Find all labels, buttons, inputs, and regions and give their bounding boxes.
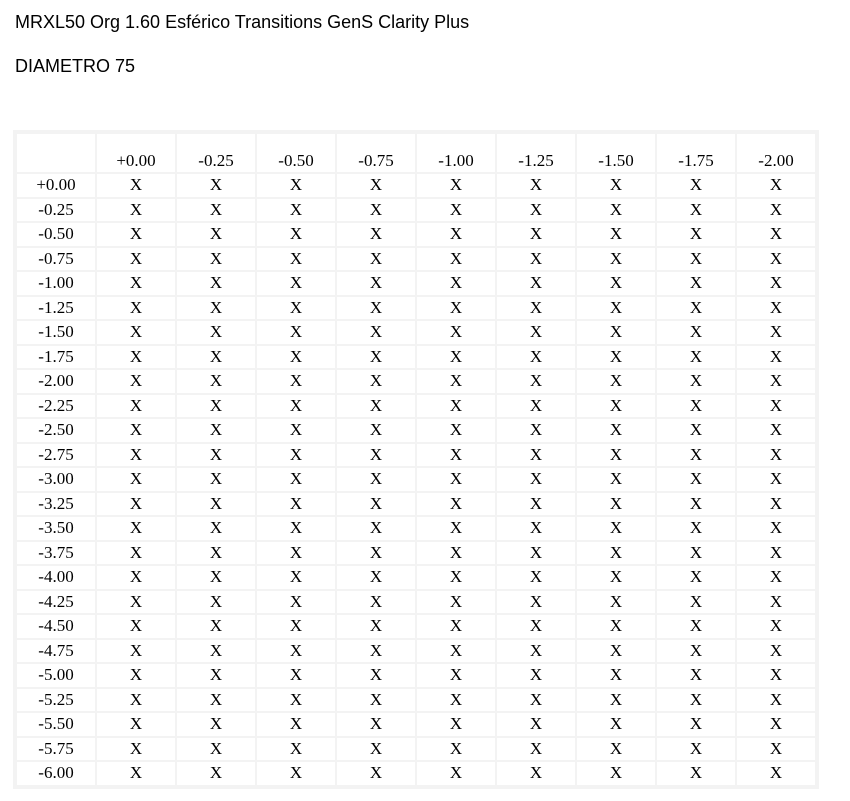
availability-cell: X: [417, 738, 495, 761]
column-header: -0.50: [257, 134, 335, 172]
availability-cell: X: [177, 591, 255, 614]
availability-cell: X: [337, 272, 415, 295]
availability-cell: X: [497, 370, 575, 393]
availability-cell: X: [177, 493, 255, 516]
availability-cell: X: [417, 419, 495, 442]
availability-cell: X: [97, 493, 175, 516]
availability-cell: X: [97, 664, 175, 687]
availability-cell: X: [257, 248, 335, 271]
availability-cell: X: [737, 517, 815, 540]
availability-cell: X: [257, 346, 335, 369]
availability-cell: X: [257, 321, 335, 344]
availability-cell: X: [497, 199, 575, 222]
availability-cell: X: [497, 640, 575, 663]
availability-cell: X: [177, 370, 255, 393]
availability-cell: X: [497, 566, 575, 589]
availability-cell: X: [337, 468, 415, 491]
availability-cell: X: [257, 174, 335, 197]
availability-cell: X: [177, 615, 255, 638]
availability-cell: X: [97, 174, 175, 197]
table-row: [17, 272, 815, 295]
availability-cell: X: [497, 738, 575, 761]
availability-cell: X: [97, 395, 175, 418]
availability-cell: X: [177, 199, 255, 222]
availability-cell: X: [497, 444, 575, 467]
availability-cell: X: [657, 713, 735, 736]
availability-cell: X: [337, 444, 415, 467]
availability-cell: X: [657, 591, 735, 614]
availability-cell: X: [257, 762, 335, 785]
availability-cell: X: [417, 297, 495, 320]
availability-cell: X: [177, 297, 255, 320]
availability-cell: X: [417, 689, 495, 712]
table-row: [17, 248, 815, 271]
availability-cell: X: [257, 468, 335, 491]
table-row: [17, 566, 815, 589]
availability-cell: X: [417, 542, 495, 565]
availability-cell: X: [177, 395, 255, 418]
availability-cell: X: [657, 248, 735, 271]
availability-cell: X: [737, 542, 815, 565]
availability-cell: X: [657, 493, 735, 516]
availability-cell: X: [97, 248, 175, 271]
row-header: -0.50: [17, 223, 95, 246]
availability-cell: X: [177, 738, 255, 761]
availability-cell: X: [337, 762, 415, 785]
availability-cell: X: [177, 566, 255, 589]
availability-cell: X: [497, 468, 575, 491]
availability-cell: X: [337, 493, 415, 516]
table-body: [17, 174, 815, 785]
availability-cell: X: [417, 664, 495, 687]
table-row: [17, 689, 815, 712]
availability-cell: X: [577, 346, 655, 369]
availability-cell: X: [257, 689, 335, 712]
table-row: [17, 640, 815, 663]
availability-cell: X: [337, 738, 415, 761]
availability-cell: X: [577, 321, 655, 344]
availability-cell: X: [337, 199, 415, 222]
availability-cell: X: [337, 248, 415, 271]
availability-cell: X: [177, 272, 255, 295]
availability-cell: X: [177, 419, 255, 442]
availability-cell: X: [257, 591, 335, 614]
availability-cell: X: [657, 419, 735, 442]
availability-cell: X: [737, 493, 815, 516]
availability-cell: X: [577, 517, 655, 540]
availability-cell: X: [177, 444, 255, 467]
availability-cell: X: [657, 444, 735, 467]
availability-cell: X: [497, 321, 575, 344]
availability-cell: X: [257, 615, 335, 638]
availability-cell: X: [737, 321, 815, 344]
availability-cell: X: [737, 689, 815, 712]
availability-cell: X: [177, 174, 255, 197]
availability-cell: X: [497, 223, 575, 246]
availability-cell: X: [497, 419, 575, 442]
availability-cell: X: [257, 272, 335, 295]
availability-cell: X: [657, 566, 735, 589]
availability-cell: X: [737, 640, 815, 663]
row-header: -3.50: [17, 517, 95, 540]
row-header: -2.50: [17, 419, 95, 442]
table-row: [17, 615, 815, 638]
availability-cell: X: [417, 566, 495, 589]
availability-cell: X: [737, 615, 815, 638]
availability-cell: X: [577, 591, 655, 614]
availability-cell: X: [737, 248, 815, 271]
availability-cell: X: [577, 640, 655, 663]
availability-cell: X: [497, 615, 575, 638]
availability-cell: X: [417, 174, 495, 197]
availability-cell: X: [257, 419, 335, 442]
availability-cell: X: [657, 468, 735, 491]
availability-cell: X: [737, 297, 815, 320]
availability-cell: X: [577, 738, 655, 761]
availability-cell: X: [737, 272, 815, 295]
availability-cell: X: [177, 542, 255, 565]
availability-cell: X: [257, 444, 335, 467]
column-header: -0.25: [177, 134, 255, 172]
availability-cell: X: [337, 370, 415, 393]
availability-cell: X: [417, 468, 495, 491]
availability-cell: X: [257, 370, 335, 393]
availability-cell: X: [737, 174, 815, 197]
availability-cell: X: [737, 664, 815, 687]
availability-cell: X: [417, 444, 495, 467]
availability-cell: X: [97, 346, 175, 369]
availability-cell: X: [97, 713, 175, 736]
availability-cell: X: [657, 689, 735, 712]
availability-cell: X: [497, 248, 575, 271]
table-row: [17, 370, 815, 393]
availability-cell: X: [177, 321, 255, 344]
availability-table-container: [13, 130, 819, 789]
table-row: [17, 713, 815, 736]
availability-cell: X: [417, 762, 495, 785]
availability-cell: X: [737, 223, 815, 246]
availability-cell: X: [497, 591, 575, 614]
column-header: -1.25: [497, 134, 575, 172]
availability-cell: X: [337, 566, 415, 589]
availability-cell: X: [417, 395, 495, 418]
row-header: -1.00: [17, 272, 95, 295]
availability-cell: X: [577, 689, 655, 712]
availability-cell: X: [417, 272, 495, 295]
availability-cell: X: [97, 444, 175, 467]
availability-cell: X: [577, 395, 655, 418]
row-header: -0.75: [17, 248, 95, 271]
row-header: -0.25: [17, 199, 95, 222]
availability-cell: X: [497, 493, 575, 516]
corner-cell: [17, 134, 95, 172]
column-header: -1.50: [577, 134, 655, 172]
availability-cell: X: [497, 174, 575, 197]
availability-cell: X: [97, 223, 175, 246]
availability-cell: X: [177, 713, 255, 736]
availability-cell: X: [177, 468, 255, 491]
availability-cell: X: [257, 713, 335, 736]
availability-cell: X: [657, 346, 735, 369]
table-row: [17, 174, 815, 197]
row-header: -3.00: [17, 468, 95, 491]
table-row: [17, 223, 815, 246]
availability-cell: X: [337, 591, 415, 614]
availability-cell: X: [177, 517, 255, 540]
availability-cell: X: [577, 713, 655, 736]
row-header: -3.25: [17, 493, 95, 516]
availability-cell: X: [657, 542, 735, 565]
availability-cell: X: [417, 591, 495, 614]
column-header: -2.00: [737, 134, 815, 172]
row-header: -4.75: [17, 640, 95, 663]
availability-cell: X: [497, 272, 575, 295]
availability-cell: X: [497, 395, 575, 418]
availability-cell: X: [177, 762, 255, 785]
table-row: [17, 493, 815, 516]
availability-cell: X: [577, 199, 655, 222]
row-header: -1.50: [17, 321, 95, 344]
availability-cell: X: [337, 713, 415, 736]
availability-cell: X: [577, 223, 655, 246]
table-row: [17, 542, 815, 565]
table-row: [17, 321, 815, 344]
table-row: [17, 664, 815, 687]
availability-cell: X: [97, 591, 175, 614]
availability-cell: X: [337, 640, 415, 663]
availability-cell: X: [257, 566, 335, 589]
availability-cell: X: [337, 223, 415, 246]
availability-cell: X: [657, 640, 735, 663]
row-header: -2.00: [17, 370, 95, 393]
availability-cell: X: [97, 566, 175, 589]
table-row: [17, 346, 815, 369]
row-header: -1.25: [17, 297, 95, 320]
availability-cell: X: [737, 199, 815, 222]
availability-cell: X: [577, 493, 655, 516]
availability-cell: X: [257, 493, 335, 516]
availability-cell: X: [97, 468, 175, 491]
availability-cell: X: [177, 640, 255, 663]
availability-cell: X: [497, 762, 575, 785]
column-header: -1.75: [657, 134, 735, 172]
availability-cell: X: [497, 346, 575, 369]
availability-cell: X: [337, 297, 415, 320]
availability-cell: X: [497, 542, 575, 565]
table-row: [17, 738, 815, 761]
availability-cell: X: [177, 346, 255, 369]
availability-cell: X: [97, 272, 175, 295]
availability-cell: X: [337, 542, 415, 565]
availability-cell: X: [337, 321, 415, 344]
availability-cell: X: [257, 297, 335, 320]
availability-cell: X: [737, 395, 815, 418]
table-row: [17, 517, 815, 540]
diameter-label: DIAMETRO 75: [15, 56, 136, 76]
availability-cell: X: [337, 517, 415, 540]
availability-cell: X: [577, 566, 655, 589]
availability-cell: X: [497, 713, 575, 736]
availability-cell: X: [97, 297, 175, 320]
availability-cell: X: [417, 248, 495, 271]
availability-cell: X: [417, 346, 495, 369]
row-header: -2.25: [17, 395, 95, 418]
availability-cell: X: [657, 615, 735, 638]
table-row: [17, 444, 815, 467]
availability-cell: X: [177, 689, 255, 712]
availability-cell: X: [577, 297, 655, 320]
row-header: -3.75: [17, 542, 95, 565]
availability-cell: X: [97, 640, 175, 663]
table-row: [17, 395, 815, 418]
availability-cell: X: [657, 321, 735, 344]
column-header: -1.00: [417, 134, 495, 172]
row-header: -4.00: [17, 566, 95, 589]
availability-cell: X: [257, 640, 335, 663]
availability-cell: X: [337, 419, 415, 442]
availability-cell: X: [97, 370, 175, 393]
table-row: [17, 468, 815, 491]
table-row: [17, 419, 815, 442]
availability-cell: X: [737, 419, 815, 442]
availability-cell: X: [257, 199, 335, 222]
availability-cell: X: [657, 223, 735, 246]
availability-cell: X: [417, 493, 495, 516]
availability-cell: X: [337, 615, 415, 638]
availability-cell: X: [257, 738, 335, 761]
availability-cell: X: [97, 762, 175, 785]
row-header: -5.00: [17, 664, 95, 687]
availability-cell: X: [337, 346, 415, 369]
availability-cell: X: [337, 664, 415, 687]
availability-cell: X: [657, 199, 735, 222]
availability-cell: X: [737, 738, 815, 761]
availability-cell: X: [577, 419, 655, 442]
row-header: -4.50: [17, 615, 95, 638]
availability-cell: X: [337, 174, 415, 197]
availability-cell: X: [737, 370, 815, 393]
row-header: -5.75: [17, 738, 95, 761]
availability-cell: X: [417, 199, 495, 222]
availability-cell: X: [257, 395, 335, 418]
availability-cell: X: [657, 762, 735, 785]
availability-cell: X: [337, 395, 415, 418]
availability-cell: X: [497, 297, 575, 320]
availability-cell: X: [97, 419, 175, 442]
availability-cell: X: [97, 199, 175, 222]
availability-cell: X: [737, 444, 815, 467]
availability-cell: X: [657, 517, 735, 540]
page-title: MRXL50 Org 1.60 Esférico Transitions GenS Clarity Plus: [15, 12, 470, 32]
column-header-row: [17, 134, 815, 172]
availability-cell: X: [177, 248, 255, 271]
availability-table: [15, 132, 817, 787]
availability-cell: X: [417, 615, 495, 638]
row-header: -6.00: [17, 762, 95, 785]
availability-cell: X: [417, 640, 495, 663]
availability-cell: X: [97, 615, 175, 638]
availability-cell: X: [657, 297, 735, 320]
column-header: +0.00: [97, 134, 175, 172]
availability-cell: X: [577, 542, 655, 565]
availability-cell: X: [257, 517, 335, 540]
availability-cell: X: [577, 174, 655, 197]
availability-cell: X: [577, 370, 655, 393]
row-header: +0.00: [17, 174, 95, 197]
availability-cell: X: [97, 517, 175, 540]
availability-cell: X: [737, 713, 815, 736]
availability-cell: X: [417, 370, 495, 393]
availability-cell: X: [97, 738, 175, 761]
availability-cell: X: [257, 542, 335, 565]
row-header: -5.50: [17, 713, 95, 736]
availability-cell: X: [497, 517, 575, 540]
availability-cell: X: [577, 615, 655, 638]
table-row: [17, 762, 815, 785]
availability-cell: X: [257, 664, 335, 687]
availability-cell: X: [577, 444, 655, 467]
table-row: [17, 199, 815, 222]
availability-cell: X: [177, 223, 255, 246]
availability-cell: X: [497, 664, 575, 687]
row-header: -4.25: [17, 591, 95, 614]
row-header: -1.75: [17, 346, 95, 369]
availability-cell: X: [657, 272, 735, 295]
availability-cell: X: [417, 713, 495, 736]
availability-cell: X: [577, 468, 655, 491]
row-header: -5.25: [17, 689, 95, 712]
availability-cell: X: [737, 468, 815, 491]
availability-cell: X: [577, 762, 655, 785]
availability-cell: X: [657, 174, 735, 197]
availability-cell: X: [657, 738, 735, 761]
availability-cell: X: [577, 272, 655, 295]
availability-cell: X: [97, 321, 175, 344]
availability-cell: X: [337, 689, 415, 712]
table-row: [17, 591, 815, 614]
availability-cell: X: [497, 689, 575, 712]
availability-cell: X: [577, 664, 655, 687]
row-header: -2.75: [17, 444, 95, 467]
availability-cell: X: [737, 591, 815, 614]
availability-cell: X: [657, 370, 735, 393]
availability-cell: X: [177, 664, 255, 687]
availability-cell: X: [417, 223, 495, 246]
availability-cell: X: [97, 689, 175, 712]
availability-cell: X: [737, 762, 815, 785]
availability-cell: X: [737, 566, 815, 589]
availability-cell: X: [417, 517, 495, 540]
availability-cell: X: [417, 321, 495, 344]
table-row: [17, 297, 815, 320]
availability-cell: X: [97, 542, 175, 565]
availability-cell: X: [577, 248, 655, 271]
availability-cell: X: [657, 664, 735, 687]
availability-cell: X: [657, 395, 735, 418]
column-header: -0.75: [337, 134, 415, 172]
availability-cell: X: [257, 223, 335, 246]
availability-cell: X: [737, 346, 815, 369]
